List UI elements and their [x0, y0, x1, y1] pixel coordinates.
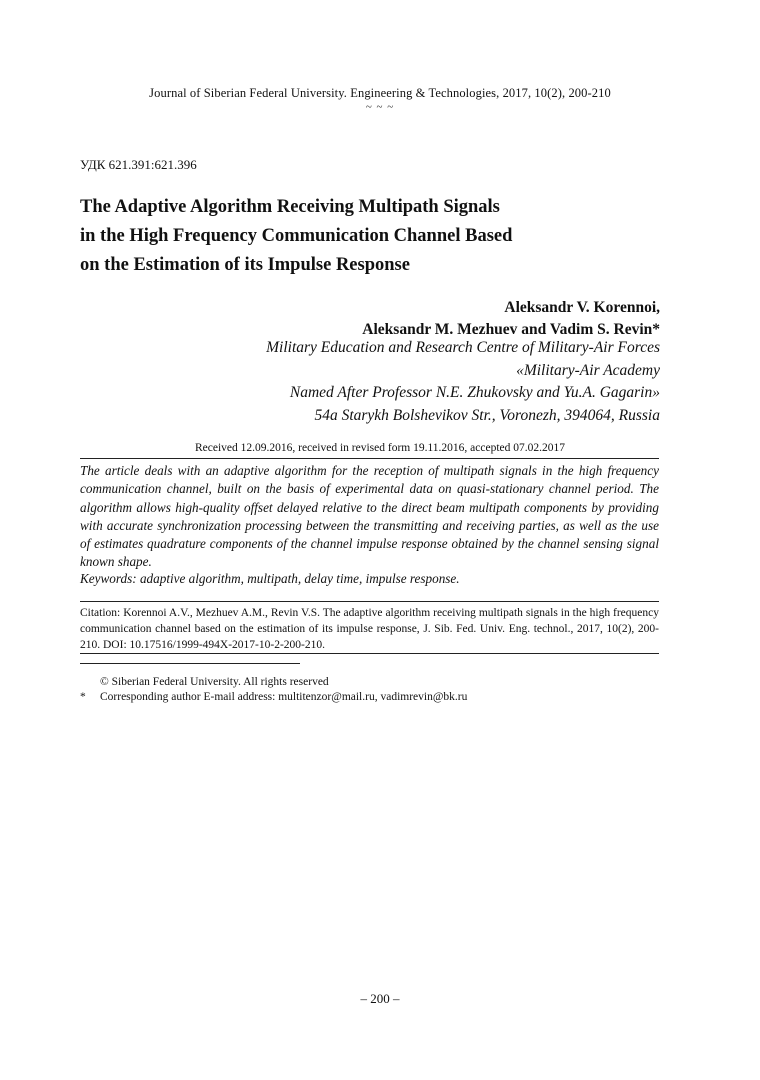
title-line: The Adaptive Algorithm Receiving Multipath Signals [80, 197, 500, 217]
header-separator: ~ ~ ~ [365, 101, 395, 113]
udc-code: УДК 621.391:621.396 [80, 157, 197, 172]
journal-header: Journal of Siberian Federal University. Engineering & Technologies, 2017, 10(2), 200-210 [149, 86, 611, 100]
divider [80, 601, 659, 602]
divider [80, 458, 659, 459]
title-line: on the Estimation of its Impulse Response [80, 255, 410, 275]
title-line: in the High Frequency Communication Channel Based [80, 226, 513, 246]
author-line: Aleksandr V. Korennoi, [504, 299, 660, 316]
divider [80, 653, 659, 654]
footnote-corresponding [80, 691, 467, 703]
footnote-mark: * [80, 691, 86, 703]
authors [362, 297, 660, 341]
affiliation [266, 337, 660, 427]
footnote-divider [80, 663, 300, 664]
abstract: The article deals with an adaptive algorithm for the reception of multipath signals in the high frequency communication channel, built on the basis of experimental data on quasi-stationary channel period. The algorithm allows high-quality offset delayed relative to the direct beam multipath components by providing with accurate synchronization processing between the transmitting and receiving parties, as well as the use of estimates quadrature components of the channel impulse response obtained by the channel sensing signal known shape. [80, 463, 659, 570]
affiliation-line: «Military-Air Academy [516, 361, 660, 379]
received-dates: Received 12.09.2016, received in revised form 19.11.2016, accepted 07.02.2017 [194, 442, 566, 454]
author-line: Aleksandr M. Mezhuev and Vadim S. Revin* [362, 321, 660, 338]
affiliation-line: Military Education and Research Centre of Military-Air Forces [266, 339, 660, 356]
page-number: – 200 – [360, 991, 400, 1006]
footnote-copyright [80, 676, 329, 688]
affiliation-line: 54a Starykh Bolshevikov Str., Voronezh, 394064, Russia [314, 406, 660, 424]
citation: Citation: Korennoi A.V., Mezhuev A.M., Revin V.S. The adaptive algorithm receiving multipath signals in the high frequency communication channel based on the estimation of its impulse response, J. Sib. Fed. Univ. Eng. technol., 2017, 10(2), 200-210. DOI: 10.17516/1999-494X-2017-10-2-200-210. [80, 607, 659, 651]
copyright-text: © Siberian Federal University. All rights reserved [100, 676, 329, 688]
paper-title [80, 193, 640, 280]
affiliation-line: Named After Professor N.E. Zhukovsky and Yu.A. Gagarin» [289, 384, 660, 401]
keywords: Keywords: adaptive algorithm, multipath, delay time, impulse response. [80, 571, 460, 586]
corresponding-text: Corresponding author E-mail address: multitenzor@mail.ru, vadimrevin@bk.ru [100, 691, 468, 703]
